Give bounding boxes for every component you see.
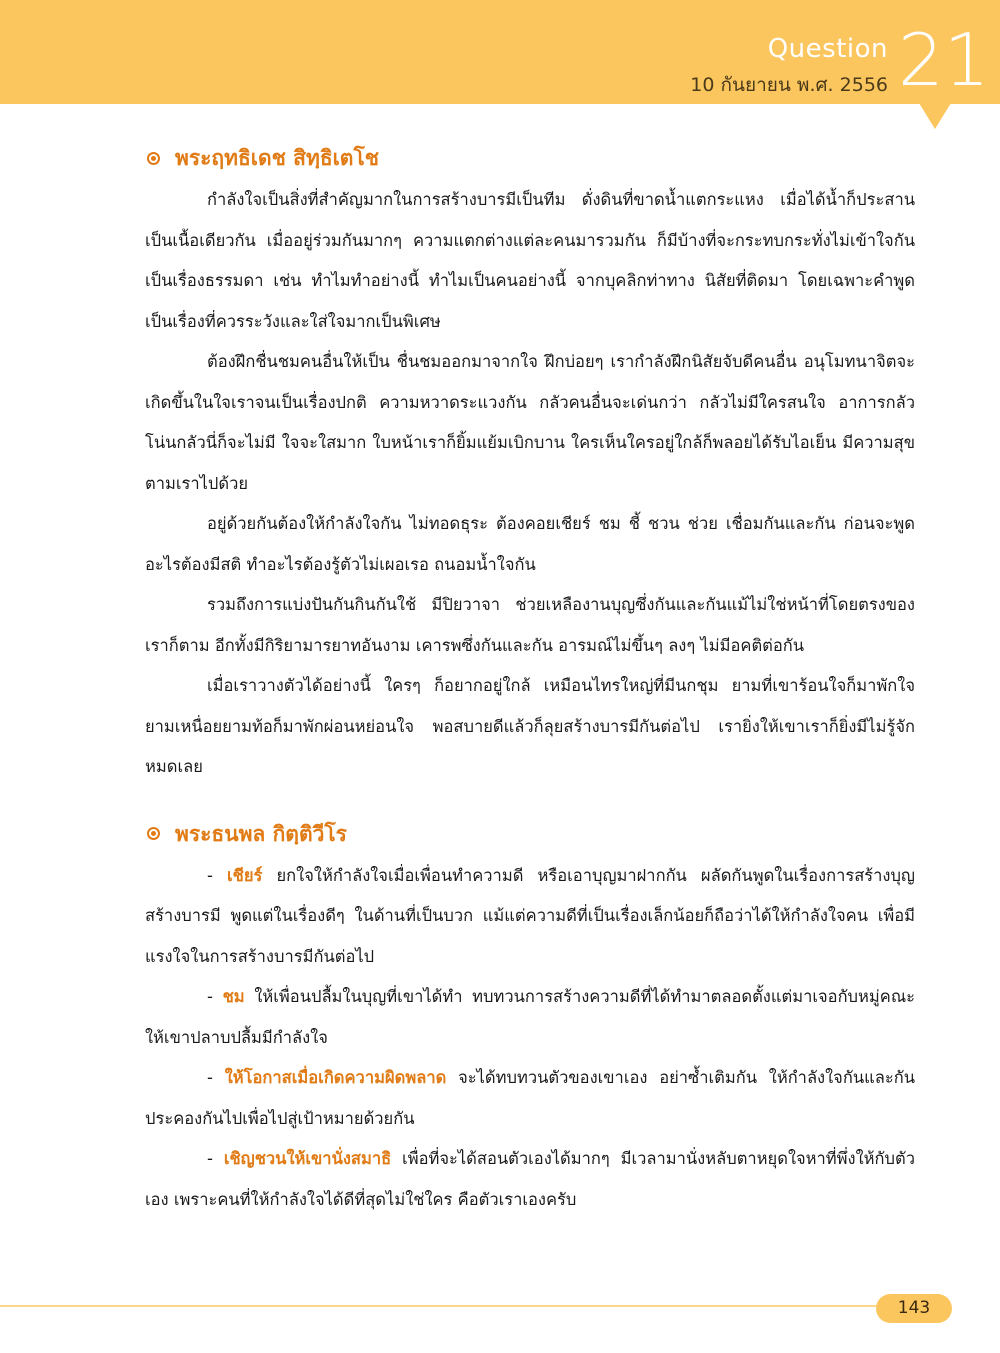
paragraph: ต้องฝึกชื่นชมคนอื่นให้เป็น ชื่นชมออกมาจากใจ ฝึกบ่อยๆ เรากำลังฝึกนิสัยจับดีคนอื่น อนุโมทนาจิตจะเกิดขึ้นในใจเราจนเป็นเรื่องปกติ ความหวาดระแวงกัน กลัวคนอื่นจะเด่นกว่า กลัวไม่มีใครสนใจ อาการกลัวโน่นกลัวนี่ก็จะไม่มี ใจจะใสมาก ใบหน้าเราก็ยิ้มแย้มเบิกบาน ใครเห็นใครอยู่ใกล้ก็พลอยได้รับไอเย็น มีความสุขตามเราไปด้วย — [145, 352, 915, 493]
list-item — [145, 977, 915, 1058]
bullet-circle-icon — [147, 152, 160, 165]
item-highlight: ให้โอกาสเมื่อเกิดความผิดพลาด — [224, 1068, 447, 1087]
question-number: 21 — [898, 18, 990, 102]
paragraph: รวมถึงการแบ่งปันกันกินกันใช้ มีปิยวาจา ช่วยเหลืองานบุญซึ่งกันและกันแม้ไม่ใช่หน้าที่โดยตรงของเราก็ตาม อีกทั้งมีกิริยามารยาทอันงาม เคารพซึ่งกันและกัน อารมณ์ไม่ขึ้นๆ ลงๆ ไม่มีอคติต่อกัน — [145, 595, 915, 655]
section-title-text: พระฤทธิเดช สิทฺธิเตโช — [175, 146, 379, 170]
list-item — [145, 856, 915, 978]
item-prefix: - — [207, 865, 228, 885]
item-prefix: - — [207, 1068, 225, 1087]
item-prefix: - — [207, 1149, 224, 1168]
page-content — [145, 140, 915, 1220]
item-text: ให้เพื่อนปลื้มในบุญที่เขาได้ทำ ทบทวนการสร้างความดีที่ได้ทำมาตลอดตั้งแต่มาเจอกับหมู่คณะ ให้เขาปลาบปลื้มมีกำลังใจ — [145, 987, 915, 1047]
page-number: 143 — [876, 1294, 952, 1323]
section-title — [145, 140, 915, 176]
footer-rule — [0, 1305, 880, 1307]
item-text: เพื่อที่จะได้สอนตัวเองได้มากๆ มีเวลามานั่งหลับตาหยุดใจหาที่พึ่งให้กับตัวเอง เพราะคนที่ให้กำลังใจได้ดีที่สุดไม่ใช่ใคร คือตัวเราเองครับ — [145, 1149, 915, 1209]
list-item — [145, 1058, 915, 1139]
paragraph: อยู่ด้วยกันต้องให้กำลังใจกัน ไม่ทอดธุระ ต้องคอยเชียร์ ชม ชี้ ชวน ช่วย เชื่อมกันและกัน ก่อนจะพูดอะไรต้องมีสติ ทำอะไรต้องรู้ตัวไม่เผอเรอ ถนอมน้ำใจกัน — [145, 514, 915, 574]
item-highlight: เชียร์ — [227, 865, 263, 885]
section-title — [145, 816, 915, 852]
question-label: Question — [767, 34, 888, 64]
item-prefix: - — [207, 987, 223, 1006]
item-text: จะได้ทบทวนตัวของเขาเอง อย่าซ้ำเติมกัน ให้กำลังใจกันและกัน ประคองกันไปเพื่อไปสู่เป้าหมายด้วยกัน — [145, 1068, 915, 1128]
question-date: 10 กันยายน พ.ศ. 2556 — [690, 74, 888, 96]
list-item — [145, 1139, 915, 1220]
item-text: ยกใจให้กำลังใจเมื่อเพื่อนทำความดี หรือเอาบุญมาฝากกัน ผลัดกันพูดในเรื่องการสร้างบุญสร้างบารมี พูดแต่ในเรื่องดีๆ ในด้านที่เป็นบวก แม้แต่ความดีที่เป็นเรื่องเล็กน้อยก็ถือว่าได้ให้กำลังใจคน เพื่อมีแรงใจในการสร้างบารมีกันต่อไป — [145, 865, 915, 966]
bullet-circle-icon — [147, 827, 160, 840]
paragraph: กำลังใจเป็นสิ่งที่สำคัญมากในการสร้างบารมีเป็นทีม ดั่งดินที่ขาดน้ำแตกระแหง เมื่อได้น้ำก็ประสานเป็นเนื้อเดียวกัน เมื่ออยู่ร่วมกันมากๆ ความแตกต่างแต่ละคนมารวมกัน ก็มีบ้างที่จะกระทบกระทั่งไม่เข้าใจกันเป็นเรื่องธรรมดา เช่น ทำไมทำอย่างนี้ ทำไมเป็นคนอย่างนี้ จากบุคลิกท่าทาง นิสัยที่ติดมา โดยเฉพาะคำพูด เป็นเรื่องที่ควรระวังและใส่ใจมากเป็นพิเศษ — [145, 190, 915, 331]
header-pointer — [919, 103, 951, 129]
item-highlight: เชิญชวนให้เขานั่งสมาธิ — [223, 1149, 392, 1168]
paragraph: เมื่อเราวางตัวได้อย่างนี้ ใครๆ ก็อยากอยู่ใกล้ เหมือนไทรใหญ่ที่มีนกชุม ยามที่เขาร้อนใจก็มาพักใจ ยามเหนื่อยยามท้อก็มาพักผ่อนหย่อนใจ พอสบายดีแล้วก็ลุยสร้างบารมีกันต่อไป เรายิ่งให้เขาเราก็ยิ่งมีไม่รู้จักหมดเลย — [145, 676, 915, 776]
section-title-text: พระธนพล กิตฺติวีโร — [175, 821, 347, 846]
item-highlight: ชม — [222, 987, 245, 1006]
section-spacer — [145, 788, 915, 816]
